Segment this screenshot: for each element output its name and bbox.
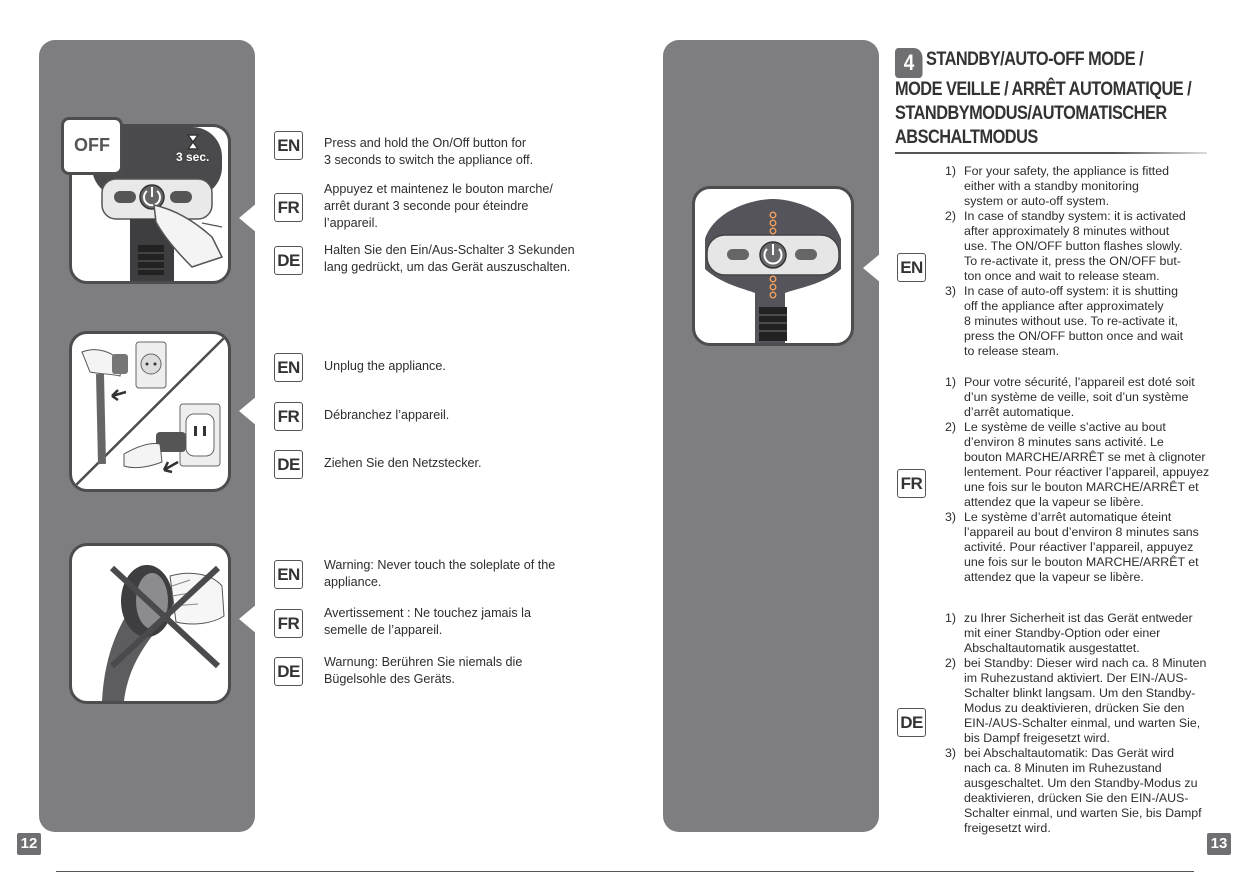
- step1-fr-text: Appuyez et maintenez le bouton marche/ arrêt durant 3 seconde pour éteindre l’appareil.: [324, 182, 553, 230]
- lang-tag-en: EN: [274, 560, 303, 589]
- list-item: 3) Le système d’arrêt automatique éteint l’appareil au bout d’environ 8 minutes sans activité. Pour réactiver l’appareil, appuyez une fois sur le bouton MARCHE/ARRÊT et attendez que la vapeur se libère.: [945, 510, 1199, 584]
- title-line-3: STANDBYMODUS/AUTOMATISCHER: [895, 103, 1167, 124]
- lang-tag-fr: FR: [274, 193, 303, 222]
- step-number-badge: 4: [895, 48, 923, 78]
- lang-tag-en: EN: [897, 253, 926, 282]
- page-number-right: 13: [1207, 833, 1231, 855]
- de-instruction-list: [945, 611, 1213, 836]
- lang-tag-fr: FR: [274, 609, 303, 638]
- step3-en-text: Warning: Never touch the soleplate of the appliance.: [324, 558, 556, 589]
- list-item: 3) bei Abschaltautomatik: Das Gerät wird nach ca. 8 Minuten im Ruhezustand ausgeschaltet. Um den Standby-Modus zu deaktivieren, drücken Sie den EIN-/AUS- Schalter einmal, und warten Sie, bis Dampf freigesetzt wird.: [945, 746, 1202, 835]
- footer-rule: [56, 871, 1194, 872]
- off-badge: OFF: [61, 117, 123, 175]
- heading-divider: [895, 152, 1207, 154]
- callout-notch: [239, 604, 257, 634]
- en-instruction-list: [945, 164, 1213, 359]
- lang-tag-en: EN: [274, 131, 303, 160]
- soleplate-warning-illustration: [72, 546, 228, 701]
- list-item: 1) zu Ihrer Sicherheit ist das Gerät entweder mit einer Standby-Option oder einer Abschaltautomatik ausgestattet.: [945, 611, 1193, 655]
- lang-tag-de: DE: [897, 708, 926, 737]
- lang-tag-en: EN: [274, 353, 303, 382]
- step1-de-text: Halten Sie den Ein/Aus-Schalter 3 Sekunden lang gedrückt, um das Gerät auszuschalten.: [324, 243, 575, 274]
- lang-tag-fr: FR: [274, 402, 303, 431]
- hourglass-icon: [186, 134, 200, 150]
- list-item: 2) bei Standby: Dieser wird nach ca. 8 Minuten im Ruhezustand aktiviert. Der EIN-/AUS- Schalter blinkt langsam. Um den Standby- Modus zu deaktivieren, drücken Sie den EIN-/AUS-Schalter einmal, und warten Sie, bis Dampf freigesetzt wird.: [945, 656, 1207, 745]
- lang-tag-de: DE: [274, 450, 303, 479]
- step3-fr-text: Avertissement : Ne touchez jamais la semelle de l’appareil.: [324, 606, 531, 637]
- list-item: 3) In case of auto-off system: it is shutting off the appliance after approximately 8 minutes without use. To re-activate it, press the ON/OFF button once and wait to release steam.: [945, 284, 1184, 358]
- title-line-1: STANDBY/AUTO-OFF MODE /: [925, 49, 1144, 70]
- list-item: 1) Pour votre sécurité, l’appareil est doté soit d’un système de veille, soit d’un système d’arrêt automatique.: [945, 375, 1195, 419]
- fr-instruction-list: [945, 375, 1213, 585]
- timer-label: 3 sec.: [176, 150, 210, 164]
- step-heading: [895, 48, 1215, 150]
- right-sidebar-band: [663, 40, 879, 832]
- callout-notch: [239, 396, 257, 426]
- illustration-soleplate-warning: [69, 543, 231, 704]
- step2-en-text: Unplug the appliance.: [324, 359, 446, 373]
- lang-tag-fr: FR: [897, 469, 926, 498]
- page-number-left: 12: [17, 833, 41, 855]
- illustration-unplug: [69, 331, 231, 492]
- list-item: 1) For your safety, the appliance is fitted either with a standby monitoring system or auto-off system.: [945, 164, 1170, 208]
- title-line-2: MODE VEILLE / ARRÊT AUTOMATIQUE /: [895, 79, 1192, 100]
- title-line-4: ABSCHALTMODUS: [895, 127, 1038, 148]
- step3-de-text: Warnung: Berühren Sie niemals die Bügelsohle des Geräts.: [324, 655, 523, 686]
- callout-notch: [863, 253, 881, 283]
- callout-notch: [239, 203, 257, 233]
- illustration-standby-panel: [692, 186, 854, 346]
- list-item: 2) Le système de veille s’active au bout d’environ 8 minutes sans activité. Le bouton MARCHE/ARRÊT se met à clignoter lentement. Pour réactiver l’appareil, appuyez une fois sur le bouton MARCHE/ARRÊT et attendez que la vapeur se libère.: [945, 420, 1210, 509]
- step2-de-text: Ziehen Sie den Netzstecker.: [324, 456, 482, 470]
- step-title: [895, 48, 1192, 150]
- unplug-illustration: [72, 334, 228, 489]
- step1-en-text: Press and hold the On/Off button for 3 seconds to switch the appliance off.: [324, 136, 534, 167]
- list-item: 2) In case of standby system: it is activated after approximately 8 minutes without use. The ON/OFF button flashes slowly. To re-activate it, press the ON/OFF but- ton once and wait to release steam.: [945, 209, 1186, 283]
- lang-tag-de: DE: [274, 657, 303, 686]
- steamer-control-panel-illustration: [695, 189, 851, 343]
- step2-fr-text: Débranchez l’appareil.: [324, 408, 450, 422]
- lang-tag-de: DE: [274, 246, 303, 275]
